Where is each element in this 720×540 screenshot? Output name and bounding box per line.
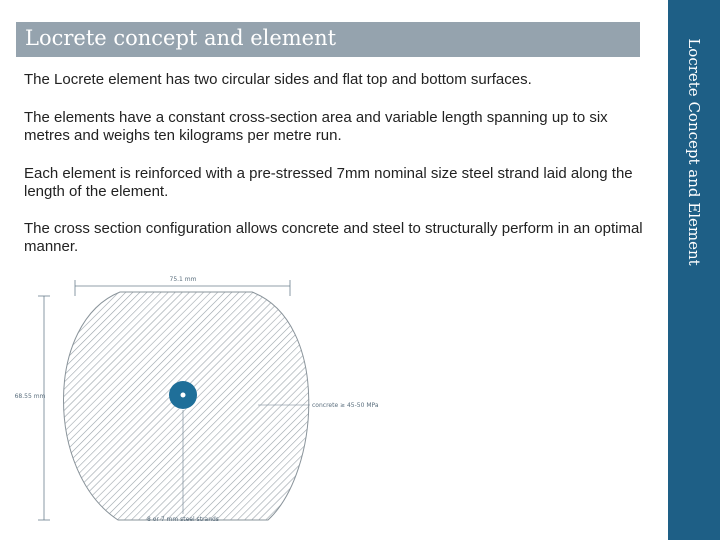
paragraph-configuration: The cross section configuration allows concrete and steel to structurally perform in an optimal manner. [24, 220, 643, 255]
strand-label: 8 or 7 mm steel strands [147, 516, 219, 523]
height-dimension [15, 296, 50, 520]
cross-section-diagram [0, 262, 420, 540]
width-label: 75.1 mm [169, 276, 197, 283]
paragraph-reinforcement: Each element is reinforced with a pre-stressed 7mm nominal size steel strand laid along the length of the element. [24, 165, 633, 200]
height-label: 68.55 mm [14, 393, 46, 400]
concrete-label: concrete ≥ 45-50 MPa [312, 402, 379, 409]
paragraph-shape: The Locrete element has two circular sides and flat top and bottom surfaces. [24, 71, 532, 88]
side-title: Locrete Concept and Element [685, 38, 703, 266]
title-bar [16, 22, 640, 57]
page-title: Locrete concept and element [25, 26, 337, 50]
steel-strand [169, 381, 197, 409]
paragraph-dimensions: The elements have a constant cross-section area and variable length spanning up to six metres and weighs ten kilograms per metre run. [24, 109, 608, 144]
